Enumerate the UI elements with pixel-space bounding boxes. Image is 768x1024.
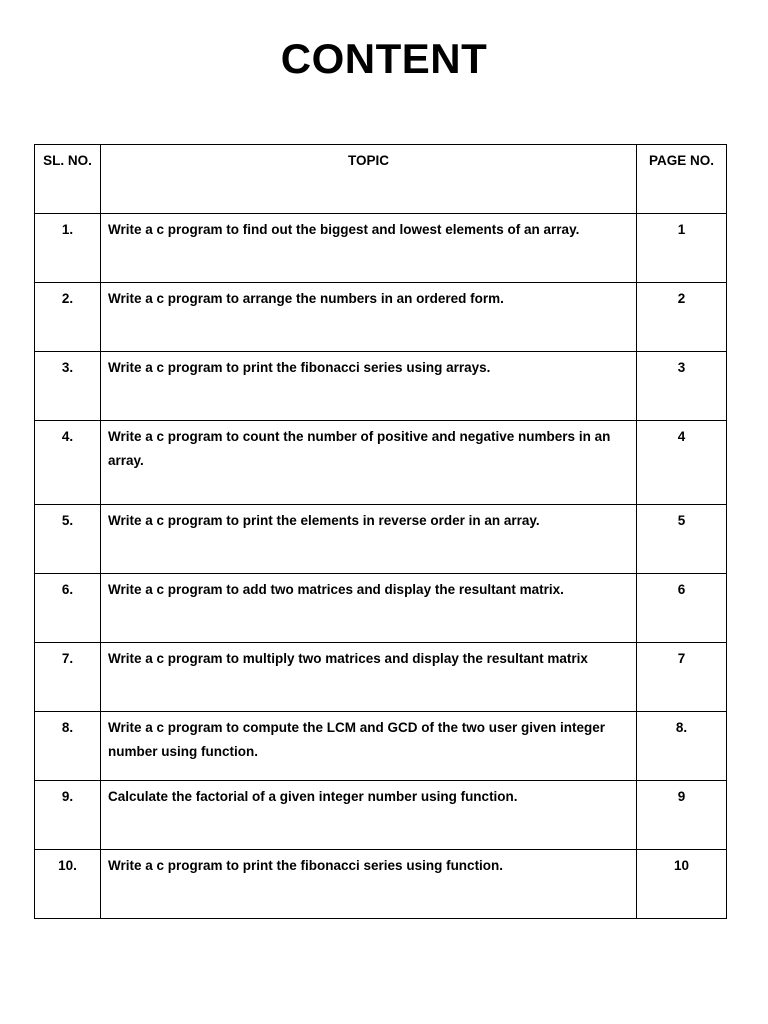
row-topic: Write a c program to count the number of positive and negative numbers in an array. [101, 421, 637, 505]
row-page-no: 10 [637, 850, 727, 919]
row-topic: Write a c program to multiply two matrices and display the resultant matrix [101, 643, 637, 712]
table-row [35, 781, 727, 850]
table-header-row [35, 145, 727, 214]
row-page-no: 6 [637, 574, 727, 643]
page-title: CONTENT [280, 35, 488, 82]
row-topic: Write a c program to print the fibonacci series using function. [101, 850, 637, 919]
row-page-no: 2 [637, 283, 727, 352]
row-topic: Write a c program to add two matrices and display the resultant matrix. [101, 574, 637, 643]
row-page-no: 5 [637, 505, 727, 574]
row-sl-no: 5. [35, 505, 101, 574]
table-row [35, 214, 727, 283]
table-row [35, 712, 727, 781]
row-sl-no: 2. [35, 283, 101, 352]
row-page-no: 4 [637, 421, 727, 505]
row-sl-no: 6. [35, 574, 101, 643]
row-topic: Calculate the factorial of a given integer number using function. [101, 781, 637, 850]
row-sl-no: 4. [35, 421, 101, 505]
row-topic: Write a c program to arrange the numbers in an ordered form. [101, 283, 637, 352]
table-row [35, 850, 727, 919]
row-sl-no: 10. [35, 850, 101, 919]
row-page-no: 1 [637, 214, 727, 283]
table-row [35, 352, 727, 421]
row-sl-no: 1. [35, 214, 101, 283]
row-page-no: 7 [637, 643, 727, 712]
row-topic: Write a c program to print the fibonacci series using arrays. [101, 352, 637, 421]
row-page-no: 9 [637, 781, 727, 850]
table-row [35, 574, 727, 643]
row-page-no: 3 [637, 352, 727, 421]
header-sl-no: SL. NO. [35, 145, 101, 214]
table-row [35, 283, 727, 352]
row-sl-no: 7. [35, 643, 101, 712]
row-sl-no: 9. [35, 781, 101, 850]
row-sl-no: 3. [35, 352, 101, 421]
table-row [35, 643, 727, 712]
table-row [35, 505, 727, 574]
contents-table [34, 144, 727, 919]
row-topic: Write a c program to print the elements in reverse order in an array. [101, 505, 637, 574]
table-row [35, 421, 727, 505]
row-topic: Write a c program to find out the biggest and lowest elements of an array. [101, 214, 637, 283]
header-page-no: PAGE NO. [637, 145, 727, 214]
header-topic: TOPIC [101, 145, 637, 214]
row-sl-no: 8. [35, 712, 101, 781]
row-page-no: 8. [637, 712, 727, 781]
row-topic: Write a c program to compute the LCM and GCD of the two user given integer number using function. [101, 712, 637, 781]
